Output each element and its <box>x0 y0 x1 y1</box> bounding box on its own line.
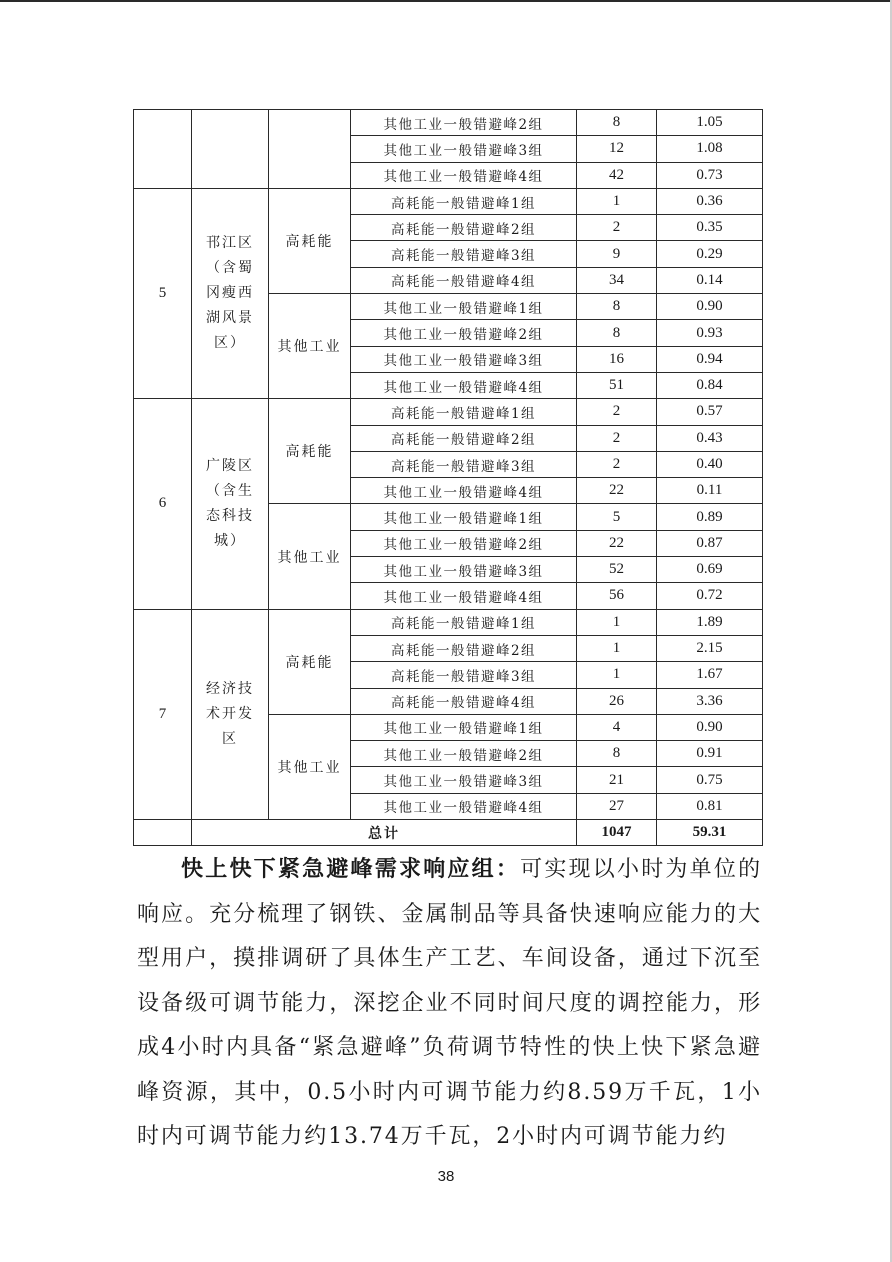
capacity-value: 0.29 <box>657 241 763 267</box>
user-count: 2 <box>577 425 657 451</box>
paragraph-body: 可实现以小时为单位的响应。充分梳理了钢铁、金属制品等具备快速响应能力的大型用户，摸排调研了具体生产工艺、车间设备，通过下沉至设备级可调节能力，深挖企业不同时间尺度的调控能力，形成4小时内具备“紧急避峰”负荷调节特性的快上快下紧急避峰资源，其中，0.5小时内可调节能力约8.59万千瓦，1小时内可调节能力约13.74万千瓦，2小时内可调节能力约 <box>137 857 762 1149</box>
table-row <box>134 110 763 136</box>
capacity-value: 2.15 <box>657 635 763 661</box>
capacity-value: 1.89 <box>657 609 763 635</box>
group-name: 其他工业一般错避峰3组 <box>351 557 577 583</box>
capacity-value: 0.93 <box>657 320 763 346</box>
user-count: 8 <box>577 741 657 767</box>
category-cell: 高耗能 <box>269 188 351 293</box>
total-count: 1047 <box>577 820 657 846</box>
user-count: 9 <box>577 241 657 267</box>
capacity-value: 0.87 <box>657 530 763 556</box>
index-cell: 7 <box>134 609 192 819</box>
user-count: 26 <box>577 688 657 714</box>
group-name: 高耗能一般错避峰2组 <box>351 425 577 451</box>
group-name: 高耗能一般错避峰2组 <box>351 215 577 241</box>
index-cell <box>134 110 192 189</box>
category-cell: 其他工业 <box>269 504 351 609</box>
category-cell: 高耗能 <box>269 399 351 504</box>
capacity-value: 0.81 <box>657 793 763 819</box>
capacity-value: 0.14 <box>657 267 763 293</box>
category-cell: 高耗能 <box>269 609 351 714</box>
capacity-value: 0.90 <box>657 294 763 320</box>
capacity-value: 0.72 <box>657 583 763 609</box>
group-name: 其他工业一般错避峰4组 <box>351 583 577 609</box>
group-name: 高耗能一般错避峰1组 <box>351 609 577 635</box>
district-cell <box>192 188 269 398</box>
group-name: 其他工业一般错避峰1组 <box>351 504 577 530</box>
capacity-value: 0.75 <box>657 767 763 793</box>
user-count: 4 <box>577 714 657 740</box>
top-border-line <box>0 0 892 2</box>
total-row <box>134 820 763 846</box>
user-count: 1 <box>577 635 657 661</box>
user-count: 21 <box>577 767 657 793</box>
total-label: 总计 <box>192 820 577 846</box>
group-name: 高耗能一般错避峰4组 <box>351 688 577 714</box>
capacity-value: 0.11 <box>657 478 763 504</box>
index-cell <box>134 820 192 846</box>
group-name: 其他工业一般错避峰2组 <box>351 320 577 346</box>
body-paragraph <box>137 847 762 1160</box>
user-count: 22 <box>577 478 657 504</box>
capacity-value: 0.73 <box>657 162 763 188</box>
user-count: 2 <box>577 451 657 477</box>
group-name: 其他工业一般错避峰3组 <box>351 767 577 793</box>
user-count: 42 <box>577 162 657 188</box>
group-name: 高耗能一般错避峰3组 <box>351 241 577 267</box>
group-name: 高耗能一般错避峰1组 <box>351 188 577 214</box>
user-count: 56 <box>577 583 657 609</box>
paragraph-heading: 快上快下紧急避峰需求响应组： <box>181 856 521 882</box>
category-cell: 其他工业 <box>269 294 351 399</box>
user-count: 34 <box>577 267 657 293</box>
district-cell <box>192 110 269 189</box>
category-cell <box>269 110 351 189</box>
index-cell: 6 <box>134 399 192 609</box>
capacity-value: 0.69 <box>657 557 763 583</box>
category-cell: 其他工业 <box>269 714 351 819</box>
group-name: 高耗能一般错避峰4组 <box>351 267 577 293</box>
user-count: 1 <box>577 662 657 688</box>
group-name: 其他工业一般错避峰1组 <box>351 714 577 740</box>
capacity-value: 0.89 <box>657 504 763 530</box>
user-count: 16 <box>577 346 657 372</box>
user-count: 51 <box>577 372 657 398</box>
capacity-value: 0.91 <box>657 741 763 767</box>
group-name: 其他工业一般错避峰4组 <box>351 372 577 398</box>
user-count: 5 <box>577 504 657 530</box>
capacity-value: 1.67 <box>657 662 763 688</box>
user-count: 8 <box>577 294 657 320</box>
peak-shaving-table <box>133 109 763 846</box>
group-name: 其他工业一般错避峰2组 <box>351 530 577 556</box>
user-count: 52 <box>577 557 657 583</box>
user-count: 2 <box>577 399 657 425</box>
district-name: 邗江区（含蜀冈瘦西湖风景区） <box>206 235 254 352</box>
page-number: 38 <box>437 1168 455 1185</box>
capacity-value: 0.84 <box>657 372 763 398</box>
user-count: 27 <box>577 793 657 819</box>
table-row <box>134 609 763 635</box>
group-name: 其他工业一般错避峰2组 <box>351 741 577 767</box>
group-name: 其他工业一般错避峰4组 <box>351 162 577 188</box>
capacity-value: 0.43 <box>657 425 763 451</box>
user-count: 22 <box>577 530 657 556</box>
district-name: 广陵区（含生态科技城） <box>206 457 254 549</box>
capacity-value: 0.90 <box>657 714 763 740</box>
group-name: 其他工业一般错避峰3组 <box>351 136 577 162</box>
district-cell <box>192 399 269 609</box>
group-name: 高耗能一般错避峰1组 <box>351 399 577 425</box>
group-name: 其他工业一般错避峰2组 <box>351 110 577 136</box>
user-count: 2 <box>577 215 657 241</box>
group-name: 高耗能一般错避峰3组 <box>351 451 577 477</box>
capacity-value: 1.05 <box>657 110 763 136</box>
group-name: 高耗能一般错避峰2组 <box>351 635 577 661</box>
group-name: 其他工业一般错避峰4组 <box>351 793 577 819</box>
group-name: 其他工业一般错避峰1组 <box>351 294 577 320</box>
user-count: 1 <box>577 188 657 214</box>
capacity-value: 0.36 <box>657 188 763 214</box>
index-cell: 5 <box>134 188 192 398</box>
capacity-value: 1.08 <box>657 136 763 162</box>
capacity-value: 0.57 <box>657 399 763 425</box>
district-name: 经济技术开发区 <box>206 680 254 747</box>
capacity-value: 0.35 <box>657 215 763 241</box>
group-name: 其他工业一般错避峰3组 <box>351 346 577 372</box>
user-count: 12 <box>577 136 657 162</box>
user-count: 8 <box>577 320 657 346</box>
total-capacity: 59.31 <box>657 820 763 846</box>
table-row <box>134 399 763 425</box>
district-cell <box>192 609 269 819</box>
user-count: 1 <box>577 609 657 635</box>
table-row <box>134 188 763 214</box>
user-count: 8 <box>577 110 657 136</box>
group-name: 高耗能一般错避峰3组 <box>351 662 577 688</box>
capacity-value: 0.94 <box>657 346 763 372</box>
capacity-value: 3.36 <box>657 688 763 714</box>
capacity-value: 0.40 <box>657 451 763 477</box>
group-name: 其他工业一般错避峰4组 <box>351 478 577 504</box>
